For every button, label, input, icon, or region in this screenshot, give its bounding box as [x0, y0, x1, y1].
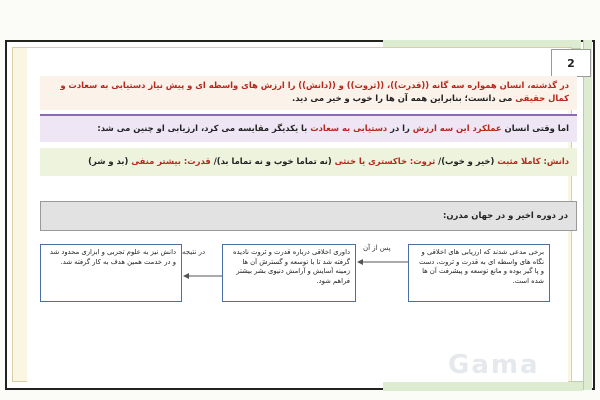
knowledge-note: (خیر و خوب)/	[435, 156, 498, 167]
comparison-highlight-2: دستیابی به سعادت	[310, 123, 388, 134]
slide-number: 2	[551, 49, 591, 77]
flow-box-judgment: داوری اخلاقی درباره قدرت و ثروت نادیده گرفته شد تا با توسعه و گسترش آن ها زمینه آسایش و آرامش دنیوی بشر بیشتر فراهم شود.	[222, 244, 356, 302]
comparison-highlight-1: عملکرد این سه ارزش	[412, 123, 502, 134]
comparison-text-3: با یکدیگر مقایسه می کرد، ارزیابی او چنین می شد:	[97, 123, 311, 134]
intro-text-truth: حقیقی	[515, 93, 549, 104]
connector-label-after: پس از آن	[363, 244, 391, 252]
power-note: (بد و شر)	[88, 156, 132, 167]
flow-box-knowledge: دانش نیز به علوم تجربی و ابزاری محدود شد و در خدمت همین هدف به کار گرفته شد.	[40, 244, 182, 302]
comparison-text-2: را در	[387, 123, 413, 134]
knowledge-label: دانش:	[540, 156, 569, 167]
modern-era-text: در دوره اخیر و در جهان مدرن:	[443, 210, 568, 221]
wealth-label: ثروت:	[407, 156, 436, 167]
knowledge-value: کاملا مثبت	[497, 156, 541, 167]
power-value: بیشتر منفی	[131, 156, 181, 167]
connector-label-result: در نتیجه	[182, 248, 206, 256]
power-label: قدرت:	[180, 156, 211, 167]
comparison-text-1: اما وقتی انسان	[501, 123, 569, 134]
wealth-value: خاکستری یا خنثی	[334, 156, 407, 167]
wealth-note: (نه تماما خوب و نه تماما بد)/	[210, 156, 335, 167]
intro-text-end: می دانست؛ بنابراین همه آن ها را خوب و خیر می دید.	[292, 93, 516, 104]
watermark-logo: Gama	[448, 350, 540, 380]
flow-box-claim: برخی مدعی شدند که ارزیابی های اخلاقی و نگاه های واسطه ای به قدرت و ثروت، دست و پا گیر بوده و مانع توسعه و پیشرفت آن ها شده است.	[408, 244, 550, 302]
intro-text: در گذشته، انسان همواره سه گانه ((قدرت))، ((ثروت)) و ((دانش)) را ارزش های واسطه ای و پیش نیاز دستیابی به سعادت و کمال	[60, 80, 569, 104]
